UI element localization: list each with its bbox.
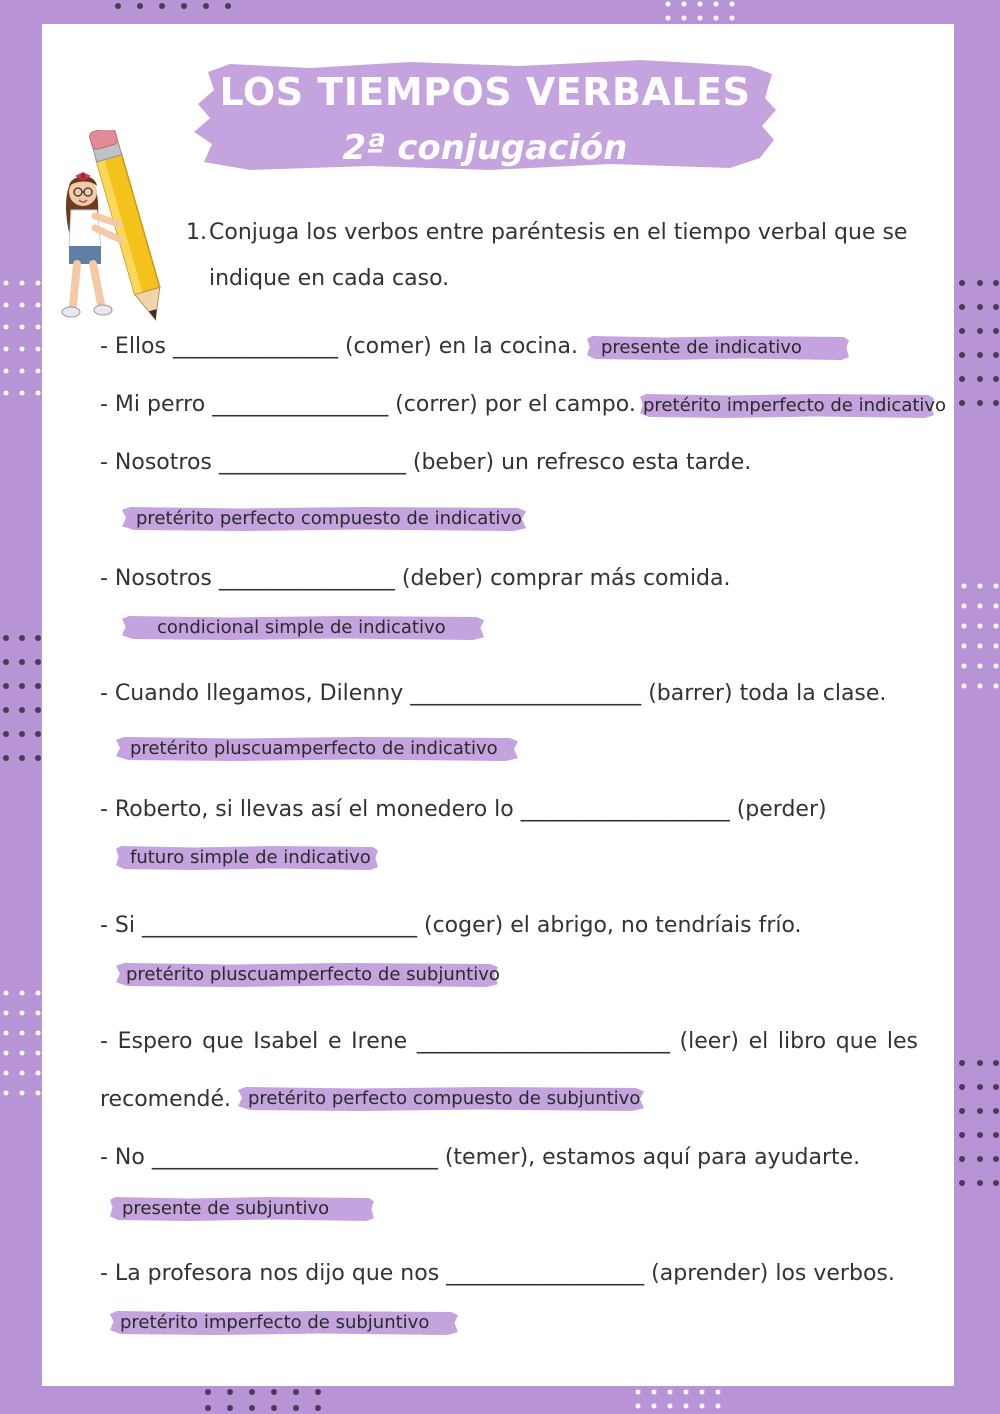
exercise-3-tense-tag: pretérito perfecto compuesto de indicativo bbox=[122, 507, 526, 531]
exercise-7-tense-tag: pretérito pluscuamperfecto de subjuntivo bbox=[116, 963, 498, 987]
exercise-5-text[interactable]: - Cuando llegamos, Dilenny _____________________ (barrer) toda la clase. bbox=[100, 681, 887, 706]
dot-pattern-right-dark-1 bbox=[954, 275, 1000, 415]
exercise-9-tense-tag: presente de subjuntivo bbox=[110, 1197, 374, 1221]
exercise-1-tense-tag: presente de indicativo bbox=[587, 336, 849, 360]
dot-pattern-left-dark bbox=[0, 630, 42, 770]
exercise-2-text[interactable]: - Mi perro ________________ (correr) por el campo. bbox=[100, 392, 636, 417]
dot-pattern-right-dark-2 bbox=[954, 1055, 1000, 1195]
exercise-7-text[interactable]: - Si _________________________ (coger) el abrigo, no tendríais frío. bbox=[100, 913, 802, 938]
exercise-10-text[interactable]: - La profesora nos dijo que nos __________________ (aprender) los verbos. bbox=[100, 1261, 895, 1286]
exercise-2-tense-tag: pretérito imperfecto de indicativo bbox=[640, 394, 934, 418]
girl-with-pencil-illustration bbox=[55, 130, 185, 330]
exercise-4-text[interactable]: - Nosotros ________________ (deber) comprar más comida. bbox=[100, 566, 731, 591]
dot-pattern-top-right bbox=[660, 0, 740, 24]
title-subtitle: 2ª conjugación bbox=[342, 128, 628, 168]
exercise-5-tense-tag: pretérito pluscuamperfecto de indicativo bbox=[116, 737, 518, 761]
exercise-6-tense-tag: futuro simple de indicativo bbox=[116, 846, 378, 870]
instruction-body: Conjuga los verbos entre paréntesis en el tiempo verbal que se indique en cada caso. bbox=[209, 220, 908, 291]
exercise-4-tense-tag: condicional simple de indicativo bbox=[122, 616, 484, 640]
exercise-6-text[interactable]: - Roberto, si llevas así el monedero lo ___________________ (perder) bbox=[100, 797, 827, 822]
dot-pattern-right-white bbox=[954, 580, 1000, 700]
dot-pattern-bottom-white bbox=[630, 1386, 740, 1414]
exercise-8-text-continued: recomendé. bbox=[100, 1087, 232, 1112]
exercise-8-tense-tag: pretérito perfecto compuesto de subjuntivo bbox=[238, 1087, 644, 1111]
exercise-1-text[interactable]: - Ellos _______________ (comer) en la cocina. bbox=[100, 334, 578, 359]
dot-pattern-left-white bbox=[0, 275, 42, 415]
dot-pattern-bottom-dark bbox=[200, 1386, 340, 1414]
title-banner bbox=[190, 40, 780, 180]
dot-pattern-left-white-2 bbox=[0, 985, 42, 1115]
dot-pattern-top-left bbox=[110, 0, 250, 22]
title-main: LOS TIEMPOS VERBALES bbox=[219, 70, 751, 114]
instruction-text bbox=[186, 210, 916, 302]
exercise-8-text[interactable]: - Espero que Isabel e Irene _______________________ (leer) el libro que les bbox=[100, 1029, 918, 1054]
instruction-number: 1. bbox=[186, 220, 207, 245]
exercise-9-text[interactable]: - No __________________________ (temer), estamos aquí para ayudarte. bbox=[100, 1145, 861, 1170]
exercise-10-tense-tag: pretérito imperfecto de subjuntivo bbox=[110, 1311, 458, 1335]
exercise-3-text[interactable]: - Nosotros _________________ (beber) un refresco esta tarde. bbox=[100, 450, 752, 475]
